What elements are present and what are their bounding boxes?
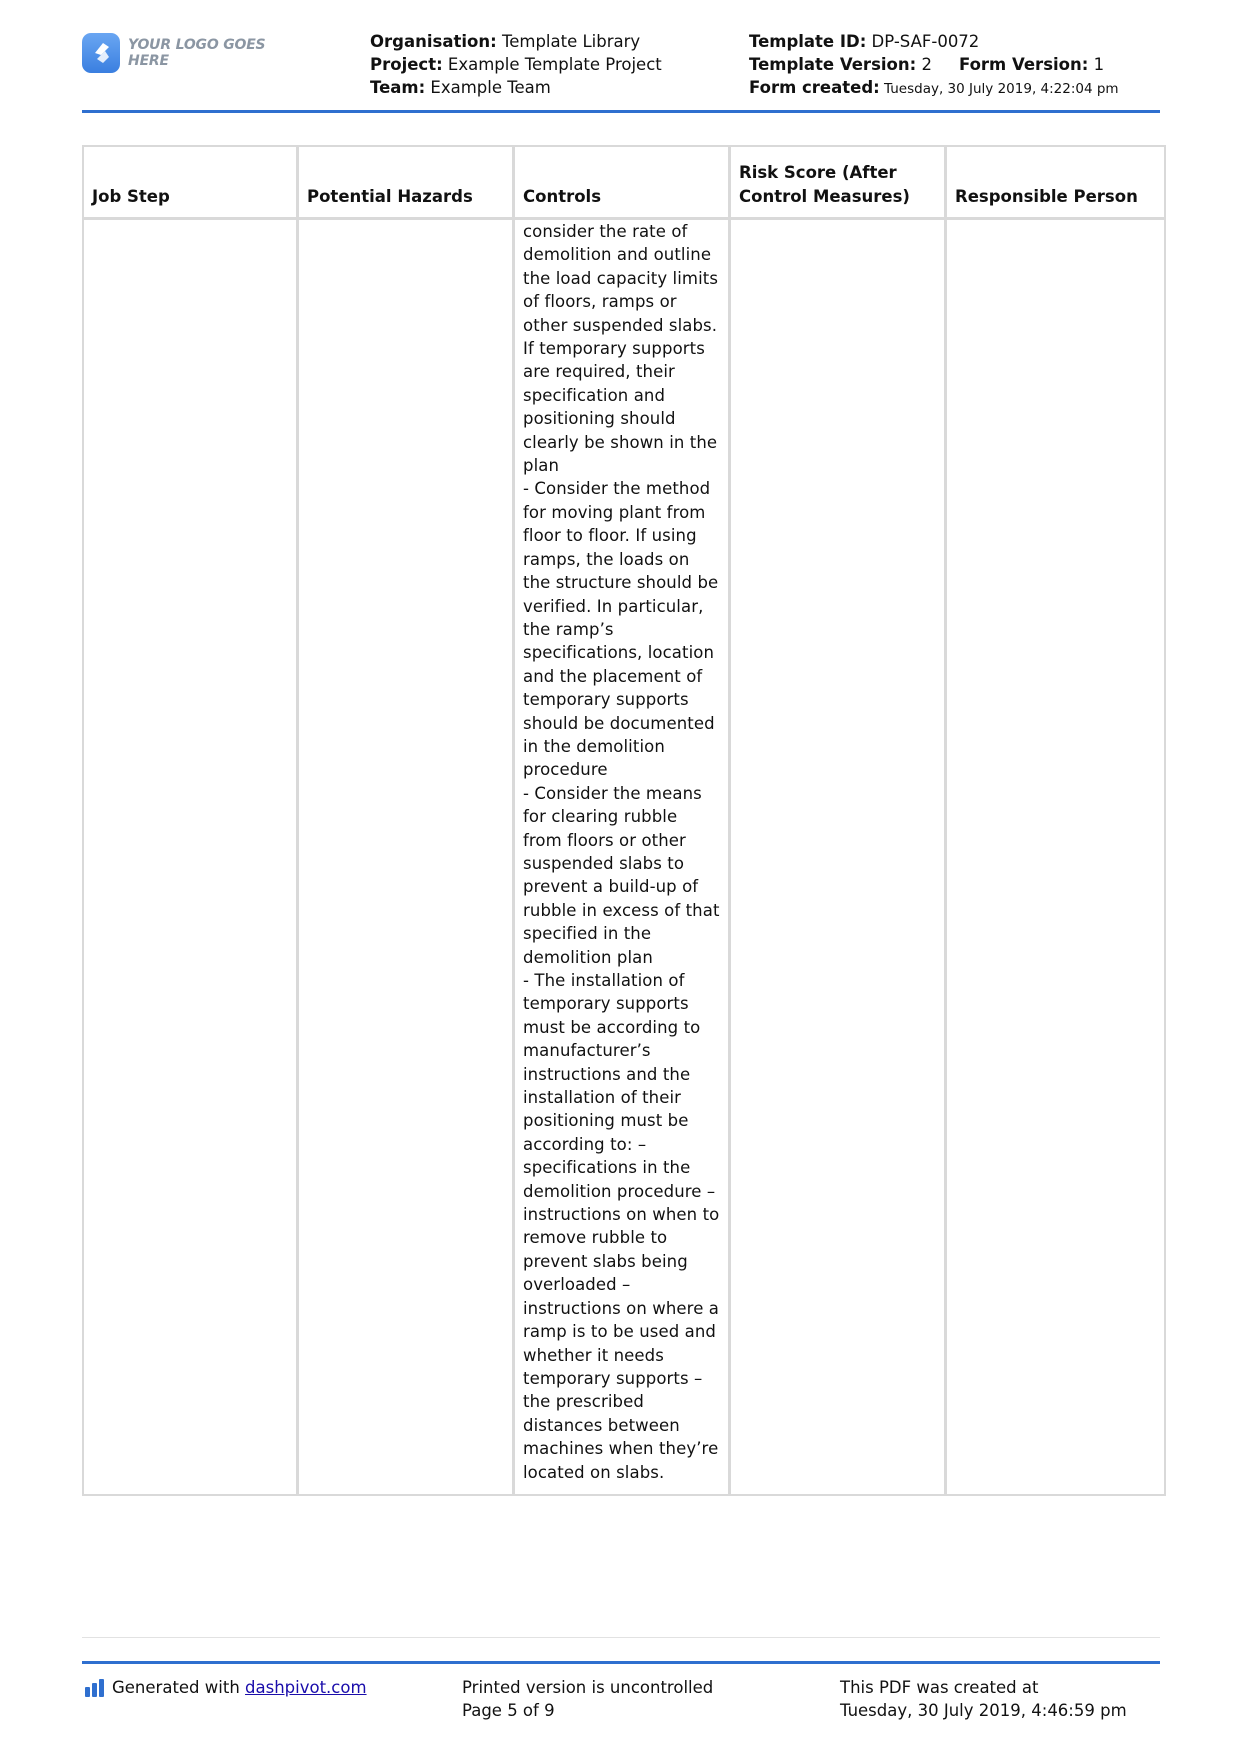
organisation-value: Template Library bbox=[496, 32, 641, 51]
bar-chart-icon bbox=[85, 1679, 104, 1697]
version-line bbox=[749, 53, 1119, 76]
dashpivot-link[interactable]: dashpivot.com bbox=[245, 1678, 367, 1697]
template-version-value: 2 bbox=[916, 55, 932, 74]
footer-generated bbox=[85, 1676, 367, 1699]
team-line bbox=[370, 76, 662, 99]
organisation-label: Organisation: bbox=[370, 32, 497, 51]
footer-pdf-created bbox=[840, 1676, 1127, 1722]
pdf-created-value: Tuesday, 30 July 2019, 4:46:59 pm bbox=[840, 1701, 1127, 1720]
template-id-label: Template ID: bbox=[749, 32, 867, 51]
column-header-risk-score: Risk Score (After Control Measures) bbox=[731, 147, 947, 220]
footer-page-info bbox=[462, 1676, 713, 1722]
project-value: Example Template Project bbox=[442, 55, 662, 74]
column-header-potential-hazards: Potential Hazards bbox=[299, 147, 515, 220]
uncontrolled-notice: Printed version is uncontrolled bbox=[462, 1678, 714, 1697]
risk-score-cell bbox=[731, 220, 947, 1494]
controls-text: consider the rate of demolition and outline the load capacity limits of floors, ramps or other suspended slabs. If temporary supports are required, their specification and positioning should clearly be shown in the plan - Consider the method for moving plant from floor to floor. If using ramps, the loads on the structure should be verified. In particular, the ramp’s specifications, location and the placement of temporary supports should be documented in the demolition procedure - Consider the means for clearing rubble from floors or other suspended slabs to prevent a build-up of rubble in excess of that specified in the demolition plan - The installation of temporary supports must be according to manufacturer’s instructions and the installation of their positioning must be according to: – specifications in the demolition procedure – instructions on when to remove rubble to prevent slabs being overloaded – instructions on where a ramp is to be used and whether it needs temporary supports – the prescribed distances between machines when they’re located on slabs. bbox=[523, 222, 720, 1482]
team-label: Team: bbox=[370, 78, 426, 97]
column-header-responsible-person: Responsible Person bbox=[947, 147, 1164, 220]
risk-assessment-table bbox=[82, 145, 1166, 1496]
table-header-row bbox=[84, 147, 1164, 220]
template-version-label: Template Version: bbox=[749, 55, 917, 74]
form-created-value: Tuesday, 30 July 2019, 4:22:04 pm bbox=[879, 81, 1119, 97]
page-number: Page 5 of 9 bbox=[462, 1701, 555, 1720]
team-value: Example Team bbox=[425, 78, 551, 97]
logo-icon bbox=[82, 33, 120, 73]
header-project-info bbox=[370, 30, 662, 99]
pdf-created-label: This PDF was created at bbox=[840, 1678, 1039, 1697]
footer-divider bbox=[82, 1661, 1160, 1664]
footer-separator bbox=[82, 1637, 1160, 1638]
logo-text: YOUR LOGO GOES HERE bbox=[128, 37, 266, 69]
column-header-job-step: Job Step bbox=[84, 147, 299, 220]
responsible-person-cell bbox=[947, 220, 1164, 1494]
form-created-line bbox=[749, 76, 1119, 101]
project-line bbox=[370, 53, 662, 76]
template-id-value: DP-SAF-0072 bbox=[866, 32, 980, 51]
project-label: Project: bbox=[370, 55, 443, 74]
header-divider bbox=[82, 110, 1160, 113]
controls-cell bbox=[515, 220, 731, 1494]
organisation-line bbox=[370, 30, 662, 53]
generated-prefix: Generated with bbox=[112, 1678, 246, 1697]
company-logo bbox=[82, 32, 302, 74]
table-row bbox=[84, 220, 1164, 1494]
job-step-cell bbox=[84, 220, 299, 1494]
header-template-info bbox=[749, 30, 1119, 101]
form-version-value: 1 bbox=[1088, 55, 1105, 74]
form-version-label: Form Version: bbox=[958, 55, 1089, 74]
column-header-controls: Controls bbox=[515, 147, 731, 220]
template-id-line bbox=[749, 30, 1119, 53]
potential-hazards-cell bbox=[299, 220, 515, 1494]
form-created-label: Form created: bbox=[749, 78, 880, 97]
